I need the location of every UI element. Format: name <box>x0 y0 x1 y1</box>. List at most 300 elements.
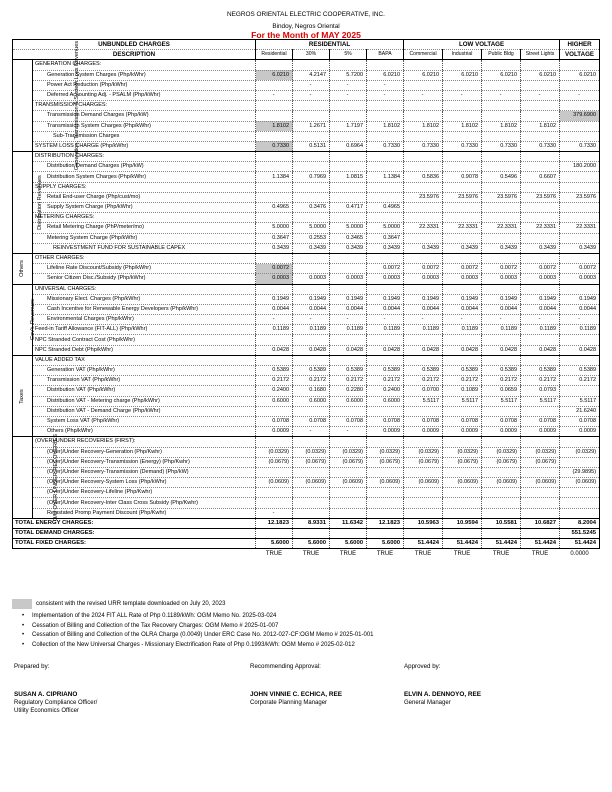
rate-cell <box>560 80 600 90</box>
row-label: Retail Metering Charge (PhP/meter/mo) <box>33 223 256 233</box>
rate-cell <box>521 406 560 416</box>
rate-cell: 0.0003 <box>367 274 404 284</box>
section-side-label <box>13 253 33 284</box>
rate-cell: 0.5389 <box>560 366 600 376</box>
rate-cell <box>521 253 560 263</box>
rate-cell: 23.5976 <box>443 192 482 202</box>
rate-cell: 0.1189 <box>404 325 443 335</box>
rate-cell: 0.1089 <box>443 386 482 396</box>
rate-cell: (0.0609) <box>404 478 443 488</box>
higher-header: HIGHER <box>560 40 600 50</box>
total-cell: 5.6000 <box>256 539 293 549</box>
rate-cell: 6.0210 <box>443 70 482 80</box>
section-side-text: O/U OVER UNDER RECOVERIES <box>53 434 60 522</box>
rate-cell: (29.9895) <box>560 467 600 477</box>
rate-cell: (0.0679) <box>521 457 560 467</box>
rate-cell: 0.0708 <box>404 416 443 426</box>
rate-cell <box>482 253 521 263</box>
rate-cell: - <box>404 315 443 325</box>
rate-cell: 0.0072 <box>560 264 600 274</box>
rate-cell: 0.9078 <box>443 172 482 182</box>
rate-cell: 0.1189 <box>443 325 482 335</box>
rate-cell: (0.0329) <box>404 447 443 457</box>
rate-cell: - <box>330 90 367 100</box>
rate-cell: - <box>367 90 404 100</box>
rate-cell <box>560 284 600 294</box>
rate-row <box>13 162 600 172</box>
rate-cell <box>404 253 443 263</box>
total-cell <box>443 529 482 539</box>
rate-cell: 0.0708 <box>521 416 560 426</box>
rate-cell: 0.1189 <box>293 325 330 335</box>
rate-cell <box>443 253 482 263</box>
col-30pct: 30% <box>293 50 330 60</box>
rate-cell: 0.6000 <box>330 396 367 406</box>
rate-cell: 0.6000 <box>256 396 293 406</box>
legend-swatch <box>12 599 32 609</box>
section-side-label <box>13 355 33 437</box>
rate-cell: 0.2172 <box>404 376 443 386</box>
rate-cell: 0.3465 <box>330 233 367 243</box>
total-cell: 5.6000 <box>367 539 404 549</box>
rate-cell <box>256 406 293 416</box>
rate-cell <box>560 131 600 141</box>
notes-list <box>22 612 374 650</box>
note-item: • Implementation of the 2024 FIT ALL Rate of Php 0.1189/kWh: OGM Memo No. 2025-03-024 <box>22 612 374 622</box>
rate-cell <box>256 101 293 111</box>
total-cell <box>330 529 367 539</box>
rate-row <box>13 111 600 121</box>
rate-cell <box>256 355 293 365</box>
row-label: (OVER)/UNDER RECOVERIES (FIRST): <box>33 437 256 447</box>
rate-cell: 1.8102 <box>482 121 521 131</box>
rate-cell <box>482 80 521 90</box>
check-cell: TRUE <box>531 550 549 557</box>
rate-cell: - <box>404 90 443 100</box>
rate-cell: 0.0044 <box>404 304 443 314</box>
rate-row <box>13 335 600 345</box>
rate-cell: 0.6607 <box>521 172 560 182</box>
rate-cell <box>482 233 521 243</box>
rate-cell: 0.0044 <box>482 304 521 314</box>
total-cell: 8.2004 <box>560 518 600 528</box>
rate-cell <box>443 508 482 518</box>
check-cell: TRUE <box>302 550 320 557</box>
rate-cell: 0.0072 <box>367 264 404 274</box>
rate-cell <box>330 162 367 172</box>
rate-cell <box>293 162 330 172</box>
rate-cell <box>404 467 443 477</box>
rate-cell <box>293 508 330 518</box>
rate-cell <box>521 437 560 447</box>
rate-cell <box>330 355 367 365</box>
rate-row <box>13 80 600 90</box>
rate-cell <box>367 192 404 202</box>
rate-cell: 0.0072 <box>256 264 293 274</box>
rate-row <box>13 70 600 80</box>
total-cell <box>404 529 443 539</box>
rate-cell <box>482 162 521 172</box>
rate-cell: 0.3647 <box>367 233 404 243</box>
col-public-bldg: Public Bldg <box>482 50 521 60</box>
rate-cell <box>443 213 482 223</box>
rate-cell <box>443 437 482 447</box>
total-cell: 8.9331 <box>293 518 330 528</box>
section-side-text: Others <box>18 260 25 278</box>
rate-cell <box>330 335 367 345</box>
rate-cell: 1.1384 <box>256 172 293 182</box>
rate-cell: 22.3331 <box>404 223 443 233</box>
prepared-name: SUSAN A. CIPRIANO <box>14 691 78 698</box>
rate-cell: 0.0072 <box>443 264 482 274</box>
rate-cell: 0.0428 <box>482 345 521 355</box>
rate-cell: 0.5131 <box>293 141 330 151</box>
rate-row <box>13 213 600 223</box>
rate-cell <box>443 355 482 365</box>
total-cell: 10.9594 <box>443 518 482 528</box>
total-label: TOTAL DEMAND CHARGES: <box>13 529 256 539</box>
rate-cell: 0.0009 <box>443 427 482 437</box>
rate-cell <box>404 80 443 90</box>
rate-cell <box>293 488 330 498</box>
rate-cell: 1.1384 <box>367 172 404 182</box>
rate-cell: 0.0072 <box>482 264 521 274</box>
note-item: • Cessation of Billing and Collection of the Tax Recovery Charges: OGM Memo # 2025-01-007 <box>22 622 374 632</box>
rate-row <box>13 427 600 437</box>
rate-row <box>13 508 600 518</box>
rate-cell: 0.1189 <box>521 325 560 335</box>
rate-cell <box>293 406 330 416</box>
rate-table <box>12 39 600 559</box>
rate-row <box>13 141 600 151</box>
total-cell: 5.6000 <box>330 539 367 549</box>
row-label: METERING CHARGES: <box>33 213 256 223</box>
rate-cell <box>367 101 404 111</box>
rate-cell: - <box>330 80 367 90</box>
rate-cell <box>521 284 560 294</box>
rate-cell <box>256 152 293 162</box>
rate-cell: 0.7330 <box>404 141 443 151</box>
rate-cell <box>521 498 560 508</box>
rate-cell <box>560 386 600 396</box>
rate-cell <box>256 488 293 498</box>
rate-cell <box>521 335 560 345</box>
rate-cell <box>330 406 367 416</box>
rate-cell: 5.5117 <box>560 396 600 406</box>
total-cell: 10.5963 <box>404 518 443 528</box>
rate-cell: 6.0210 <box>256 70 293 80</box>
rate-cell <box>256 111 293 121</box>
rate-cell: 5.7200 <box>330 70 367 80</box>
rate-cell <box>560 457 600 467</box>
rate-cell <box>482 508 521 518</box>
rate-row <box>13 121 600 131</box>
rate-cell: - <box>560 315 600 325</box>
rate-row <box>13 488 600 498</box>
col-bapa: BAPA <box>367 50 404 60</box>
rate-row <box>13 478 600 488</box>
rate-cell: (0.0679) <box>293 457 330 467</box>
rate-cell <box>482 437 521 447</box>
rate-cell <box>521 182 560 192</box>
rate-cell <box>330 152 367 162</box>
rate-cell: (0.0609) <box>256 478 293 488</box>
rate-cell <box>482 203 521 213</box>
rate-cell: 0.1680 <box>293 386 330 396</box>
rate-cell <box>330 111 367 121</box>
rate-cell <box>443 101 482 111</box>
rate-cell <box>521 152 560 162</box>
row-label: Supply System Charge (Php/kWhr) <box>33 203 256 213</box>
rate-cell: (0.0329) <box>521 447 560 457</box>
rate-cell <box>560 152 600 162</box>
rate-cell <box>256 284 293 294</box>
row-label: Generation VAT (Php/kWhr) <box>33 366 256 376</box>
rate-cell <box>443 162 482 172</box>
row-label: Distribution VAT - Demand Charge (Php/kWhr) <box>33 406 256 416</box>
rate-cell <box>443 182 482 192</box>
row-label: Distribution Demand Charges (Php/kW) <box>33 162 256 172</box>
rate-cell <box>330 101 367 111</box>
rate-cell <box>330 131 367 141</box>
rate-row <box>13 406 600 416</box>
rate-cell <box>482 111 521 121</box>
rate-cell: 0.1949 <box>330 294 367 304</box>
total-cell: 12.1823 <box>256 518 293 528</box>
rate-cell <box>404 498 443 508</box>
row-label: Transmission Demand Charges (Php/kW) <box>33 111 256 121</box>
rate-cell: 1.2671 <box>293 121 330 131</box>
rate-cell: 0.1949 <box>521 294 560 304</box>
rate-cell <box>482 467 521 477</box>
rate-cell <box>367 253 404 263</box>
row-label: (Over)/Under Recovery-Lifeline (Php/Kwhr) <box>33 488 256 498</box>
rate-cell: 180.2000 <box>560 162 600 172</box>
rate-cell: 6.0210 <box>521 70 560 80</box>
row-label: REINVESTMENT FUND FOR SUSTAINABLE CAPEX <box>33 243 256 253</box>
rate-cell <box>367 498 404 508</box>
total-label: TOTAL FIXED CHARGES: <box>13 539 256 549</box>
rate-cell <box>367 355 404 365</box>
rate-cell: 0.0428 <box>367 345 404 355</box>
rate-cell: 0.7330 <box>443 141 482 151</box>
rate-cell: - <box>293 90 330 100</box>
rate-cell <box>443 131 482 141</box>
rate-cell <box>293 264 330 274</box>
total-cell: 51.4424 <box>521 539 560 549</box>
description-header: DESCRIPTION <box>13 50 256 60</box>
rate-cell <box>443 233 482 243</box>
total-cell: 51.4424 <box>443 539 482 549</box>
recommending-name: JOHN VINNIE C. ECHICA, REE <box>250 691 342 698</box>
rate-cell <box>560 233 600 243</box>
voltage-header: VOLTAGE <box>560 50 600 60</box>
prepared-position-2: Utility Economics Officer <box>14 708 79 714</box>
rate-cell: (0.0679) <box>256 457 293 467</box>
check-cell: TRUE <box>453 550 471 557</box>
total-cell: 5.6000 <box>293 539 330 549</box>
rate-cell: 4.2147 <box>293 70 330 80</box>
rate-row <box>13 233 600 243</box>
rate-cell <box>367 508 404 518</box>
check-cell: TRUE <box>339 550 357 557</box>
rate-cell: 0.3439 <box>443 243 482 253</box>
billing-period: For the Month of MAY 2025 <box>251 30 361 40</box>
rate-cell <box>256 335 293 345</box>
rate-cell <box>560 60 600 70</box>
rate-cell <box>256 437 293 447</box>
rate-cell: 0.3439 <box>256 243 293 253</box>
row-label: UNIVERSAL CHARGES: <box>33 284 256 294</box>
rate-cell: 0.0044 <box>330 304 367 314</box>
rate-cell: (0.0679) <box>443 457 482 467</box>
rate-cell: - <box>256 315 293 325</box>
rate-cell: 0.0003 <box>256 274 293 284</box>
rate-cell <box>560 213 600 223</box>
rate-cell: - <box>293 427 330 437</box>
row-label: Distribution VAT (Php/kWhr) <box>33 386 256 396</box>
rate-cell: 379.6900 <box>560 111 600 121</box>
rate-cell <box>404 437 443 447</box>
row-label: (Over)/Under Recovery-Transmission (Demand) (Php/kW) <box>33 467 256 477</box>
rate-cell <box>293 284 330 294</box>
total-cell: 10.6827 <box>521 518 560 528</box>
rate-cell <box>404 508 443 518</box>
rate-cell <box>443 467 482 477</box>
rate-cell: 0.2172 <box>256 376 293 386</box>
rate-cell: 6.0210 <box>560 70 600 80</box>
row-label: Feed-in Tariff Allowance (FIT-ALL) (Php/kWhr) <box>33 325 256 335</box>
rate-row <box>13 366 600 376</box>
rate-cell <box>521 80 560 90</box>
rate-cell <box>482 101 521 111</box>
rate-cell: 0.0003 <box>443 274 482 284</box>
section-side-label <box>13 284 37 355</box>
rate-cell: 0.7330 <box>560 141 600 151</box>
rate-cell <box>293 335 330 345</box>
rate-cell: - <box>443 315 482 325</box>
rate-cell: 0.0700 <box>404 386 443 396</box>
rate-cell: 0.1949 <box>293 294 330 304</box>
row-label: Lifeline Rate Discount/Subsidy (Php/kWhr) <box>33 264 256 274</box>
legend-text: consistent with the revised URR template downloaded on July 20, 2023 <box>36 601 226 607</box>
rate-cell: 0.5836 <box>404 172 443 182</box>
rate-cell <box>443 111 482 121</box>
rate-cell <box>560 182 600 192</box>
rate-cell: (0.0609) <box>330 478 367 488</box>
rate-row <box>13 315 600 325</box>
rate-cell <box>443 498 482 508</box>
row-label: (Over)/Under Recovery-Generation (Php/Kwhr) <box>33 447 256 457</box>
rate-cell <box>293 182 330 192</box>
rate-cell <box>482 182 521 192</box>
rate-cell: 0.0072 <box>404 264 443 274</box>
col-residential: Residential <box>256 50 293 60</box>
rate-cell <box>367 467 404 477</box>
row-label: Power Act Reduction (Php/kWhr) <box>33 80 256 90</box>
prepared-position-1: Regulatory Compliance Officer/ <box>14 700 98 706</box>
rate-cell <box>443 335 482 345</box>
rate-cell: 22.3331 <box>521 223 560 233</box>
rate-cell: 1.8102 <box>521 121 560 131</box>
rate-cell: 0.2553 <box>293 233 330 243</box>
rate-cell: 0.2172 <box>482 376 521 386</box>
rate-cell <box>521 467 560 477</box>
rate-cell <box>443 152 482 162</box>
rate-cell <box>330 467 367 477</box>
rate-cell: 0.0072 <box>521 264 560 274</box>
rate-cell: 0.0009 <box>404 427 443 437</box>
rate-row <box>13 101 600 111</box>
rate-row <box>13 223 600 233</box>
rate-cell: 0.0009 <box>367 427 404 437</box>
rate-cell: 0.1189 <box>256 325 293 335</box>
rate-cell <box>330 488 367 498</box>
rate-cell <box>443 80 482 90</box>
rate-cell: 0.0659 <box>482 386 521 396</box>
rate-cell: 0.6000 <box>293 396 330 406</box>
rate-cell: 0.2172 <box>367 376 404 386</box>
rate-cell: - <box>293 80 330 90</box>
rate-cell <box>560 355 600 365</box>
row-label: Distribution VAT - Metering charge (Php/kWhr) <box>33 396 256 406</box>
rate-cell: 0.0428 <box>443 345 482 355</box>
total-cell: 11.6342 <box>330 518 367 528</box>
rate-cell: 0.3476 <box>293 203 330 213</box>
rate-cell <box>330 284 367 294</box>
rate-cell <box>404 131 443 141</box>
rate-cell <box>443 60 482 70</box>
rate-cell <box>404 213 443 223</box>
rate-cell <box>443 488 482 498</box>
rate-cell: 0.0009 <box>560 427 600 437</box>
rate-row <box>13 90 600 100</box>
rate-cell: 0.0044 <box>443 304 482 314</box>
rate-cell: 0.0708 <box>560 416 600 426</box>
rate-cell <box>404 284 443 294</box>
rate-cell: 0.4965 <box>367 203 404 213</box>
rate-row <box>13 152 600 162</box>
rate-cell <box>293 213 330 223</box>
rate-cell: 5.5117 <box>443 396 482 406</box>
rate-cell: 0.5496 <box>482 172 521 182</box>
approved-label: Approved by: <box>404 663 441 670</box>
rate-row <box>13 345 600 355</box>
rate-cell: (0.0329) <box>367 447 404 457</box>
rate-cell <box>443 203 482 213</box>
rate-row <box>13 294 600 304</box>
rate-row <box>13 304 600 314</box>
rate-cell: 23.5976 <box>560 192 600 202</box>
rate-cell <box>367 152 404 162</box>
rate-cell: 0.2172 <box>560 376 600 386</box>
rate-cell: 0.2172 <box>443 376 482 386</box>
rate-cell <box>521 233 560 243</box>
rate-cell: 0.1949 <box>404 294 443 304</box>
rate-cell <box>521 203 560 213</box>
rate-cell: 0.5389 <box>330 366 367 376</box>
rate-cell <box>367 335 404 345</box>
rate-cell: 0.0428 <box>330 345 367 355</box>
rate-cell: (0.0609) <box>482 478 521 488</box>
rate-cell: 0.0009 <box>521 427 560 437</box>
row-label: DISTRIBUTION CHARGES: <box>33 152 256 162</box>
rate-cell <box>256 498 293 508</box>
rate-cell <box>256 467 293 477</box>
rate-cell: 0.3439 <box>521 243 560 253</box>
rate-row <box>13 274 600 284</box>
rate-cell <box>560 488 600 498</box>
